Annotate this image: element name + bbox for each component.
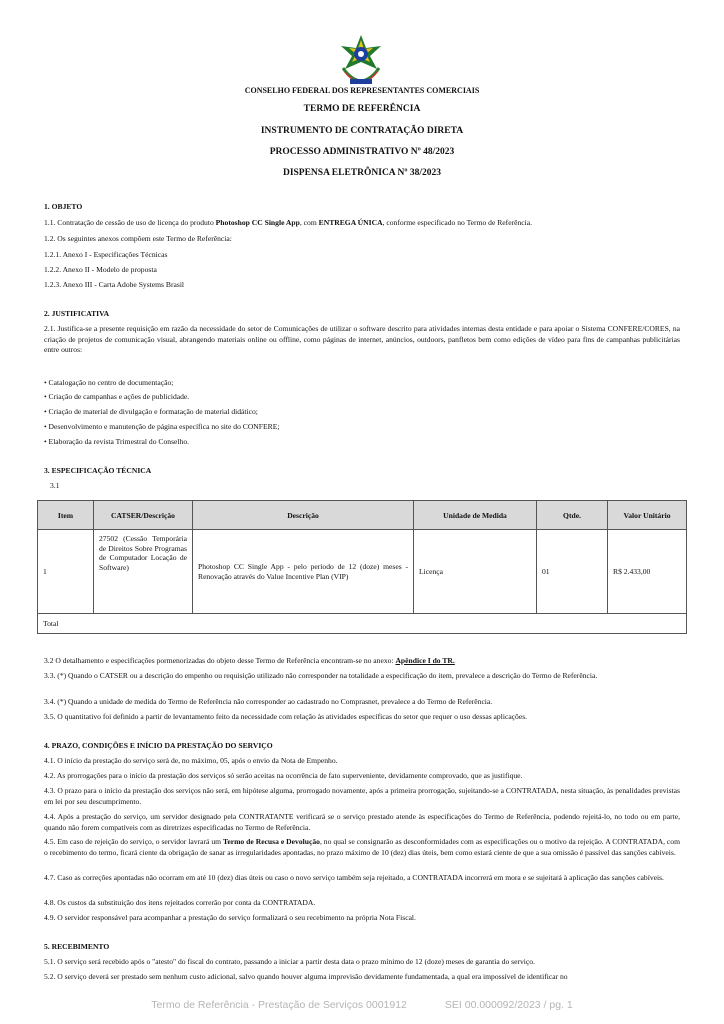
paragraph-3-3: 3.3. (*) Quando o CATSER ou a descrição do empenho ou requisição utilizado não corresponder na totalidade a especificação do item, prevalece a descrição do Termo de Referência. — [44, 671, 598, 680]
section-4-title: 4. PRAZO, CONDIÇÕES E INÍCIO DA PRESTAÇÃO DO SERVIÇO — [44, 741, 273, 750]
document-subtitle: INSTRUMENTO DE CONTRATAÇÃO DIRETA — [260, 126, 464, 136]
document-title: TERMO DE REFERÊNCIA — [303, 104, 421, 114]
paragraph-3-4: 3.4. (*) Quando a unidade de medida do Termo de Referência não corresponder ao cadastrado no Comprasnet, prevalece a do Termo de Referência. — [44, 697, 493, 706]
column-header: CATSER/Descrição — [94, 501, 193, 530]
bullet-item: • Criação de material de divulgação e formatação de material didático; — [44, 407, 258, 416]
cell-item: 1 — [38, 530, 94, 614]
process-number: PROCESSO ADMINISTRATIVO Nº 48/2023 — [269, 147, 455, 157]
column-header: Valor Unitário — [608, 501, 687, 530]
dispensa-number: DISPENSA ELETRÔNICA Nº 38/2023 — [282, 168, 442, 178]
paragraph-3-2: 3.2 O detalhamento e especificações pormenorizadas do objeto desse Termo de Referência encontram-se no anexo: Apêndice I do TR. — [44, 656, 455, 665]
column-header: Descrição — [193, 501, 414, 530]
cell-unit: Licença — [414, 530, 537, 614]
paragraph-4-4: 4.4. Após a prestação do serviço, um servidor designado pela CONTRATANTE verificará se o serviço prestado atende às especificações do Termo de Referência, podendo rejeitá-lo, no todo ou em parte, quando não forem compatíveis com as diretrizes especificadas no Termo de Referência. — [44, 812, 680, 832]
section-1-title: 1. OBJETO — [44, 202, 83, 211]
bullet-item: • Criação de campanhas e ações de publicidade. — [44, 392, 190, 401]
paragraph-4-7: 4.7. Caso as correções apontadas não ocorram em até 10 (dez) dias úteis ou caso o novo serviço também seja rejeitado, a CONTRATADA incorrerá em mora e se sujeitará à aplicação das sanções cabíveis. — [44, 873, 664, 882]
paragraph-5-2: 5.2. O serviço deverá ser prestado sem nenhum custo adicional, salvo quando houver alguma imprevisão devidamente fundamentada, a qual era impossível de identificar no — [44, 972, 568, 981]
table-row — [38, 530, 687, 614]
paragraph-4-5: 4.5. Em caso de rejeição do serviço, o servidor lavrará um Termo de Recusa e Devolução, no qual se consignarão as desconformidades com as especificações ou o motivo da rejeição. A CONTRATADA, com o recebimento do termo, ficará ciente da obrigação de sanar as irregularidades apontadas, no prazo máximo de 10 (dez) dias úteis, bem como estará ciente de que a sua omissão é passível das sanções cabíveis. — [44, 837, 680, 857]
cell-quantity: 01 — [537, 530, 608, 614]
subsection-3-1: 3.1 — [50, 481, 60, 490]
column-header: Item — [38, 501, 94, 530]
specification-table — [37, 500, 687, 634]
cell-catser: 27502 (Cessão Temporária de Direitos Sobre Programas de Computador Locação de Software) — [94, 530, 193, 614]
coat-of-arms-icon — [337, 34, 385, 86]
footer-document-name: Termo de Referência - Prestação de Serviços 0001912 — [151, 999, 407, 1011]
table-header-row — [38, 501, 687, 530]
paragraph-4-1: 4.1. O início da prestação do serviço será de, no máximo, 05, após o envio da Nota de Empenho. — [44, 756, 338, 765]
section-5-title: 5. RECEBIMENTO — [44, 942, 110, 951]
paragraph-5-1: 5.1. O serviço será recebido após o "atesto" do fiscal do contrato, passando a iniciar a partir desta data o prazo mínimo de 12 (doze) meses de garantia do serviço. — [44, 957, 535, 966]
bullet-item: • Catalogação no centro de documentação; — [44, 378, 174, 387]
annex-3: 1.2.3. Anexo III - Carta Adobe Systems Brasil — [44, 280, 185, 289]
footer-page-number: SEI 00.000092/2023 / pg. 1 — [444, 999, 573, 1011]
annex-1: 1.2.1. Anexo I - Especificações Técnicas — [44, 250, 168, 259]
paragraph-1-1: 1.1. Contratação de cessão de uso de licença do produto Photoshop CC Single App, com ENTREGA ÚNICA, conforme especificado no Termo de Referência. — [44, 218, 533, 227]
annex-2: 1.2.2. Anexo II - Modelo de proposta — [44, 265, 157, 274]
section-2-title: 2. JUSTIFICATIVA — [44, 309, 110, 318]
cell-unit-price: R$ 2.433,00 — [608, 530, 687, 614]
appendix-link: Apêndice I do TR. — [395, 656, 455, 665]
paragraph-1-2: 1.2. Os seguintes anexos compõem este Termo de Referência: — [44, 234, 232, 243]
column-header: Qtde. — [537, 501, 608, 530]
paragraph-2-1: 2.1. Justifica-se a presente requisição em razão da necessidade do setor de Comunicações de utilizar o software descrito para atividades internas desta entidade e para apoiar o Sistema CONFERE/CORES, na criação de projetos de comunicação visual, abrangendo materiais online ou offline, como páginas de internet, anúncios, outdoors, panfletos bem como edições de vídeo para fins de campanhas publicitárias entre outros: — [44, 324, 680, 355]
paragraph-3-5: 3.5. O quantitativo foi definido a partir de levantamento feito da necessidade com relação às atividades específicas do setor que requer o uso dessas aplicações. — [44, 712, 528, 721]
column-header: Unidade de Medida — [414, 501, 537, 530]
paragraph-4-8: 4.8. Os custos da substituição dos itens rejeitados correrão por conta da CONTRATADA. — [44, 898, 316, 907]
section-3-title: 3. ESPECIFICAÇÃO TÉCNICA — [44, 466, 152, 475]
cell-description: Photoshop CC Single App - pelo período de 12 (doze) meses - Renovação através do Value Incentive Plan (VIP) — [193, 530, 414, 614]
paragraph-4-2: 4.2. As prorrogações para o início da prestação dos serviços só serão aceitas na ocorrência de fato superveniente, devidamente comprovado, que as justifique. — [44, 771, 523, 780]
cell-total: Total — [38, 614, 687, 634]
table-total-row — [38, 614, 687, 634]
paragraph-4-9: 4.9. O servidor responsável para acompanhar a prestação do serviço formalizará o seu recebimento na própria Nota Fiscal. — [44, 913, 416, 922]
page-footer — [0, 999, 724, 1011]
paragraph-4-3: 4.3. O prazo para o início da prestação dos serviços não será, em hipótese alguma, prorrogado novamente, após a primeira prorrogação, sujeitando-se a CONTRATADA, nesta situação, às penalidades previstas em lei por seu descumprimento. — [44, 786, 680, 806]
bullet-item: • Elaboração da revista Trimestral do Conselho. — [44, 437, 190, 446]
organization-name: CONSELHO FEDERAL DOS REPRESENTANTES COMERCIAIS — [244, 86, 480, 95]
bullet-item: • Desenvolvimento e manutenção de página específica no site do CONFERE; — [44, 422, 280, 431]
